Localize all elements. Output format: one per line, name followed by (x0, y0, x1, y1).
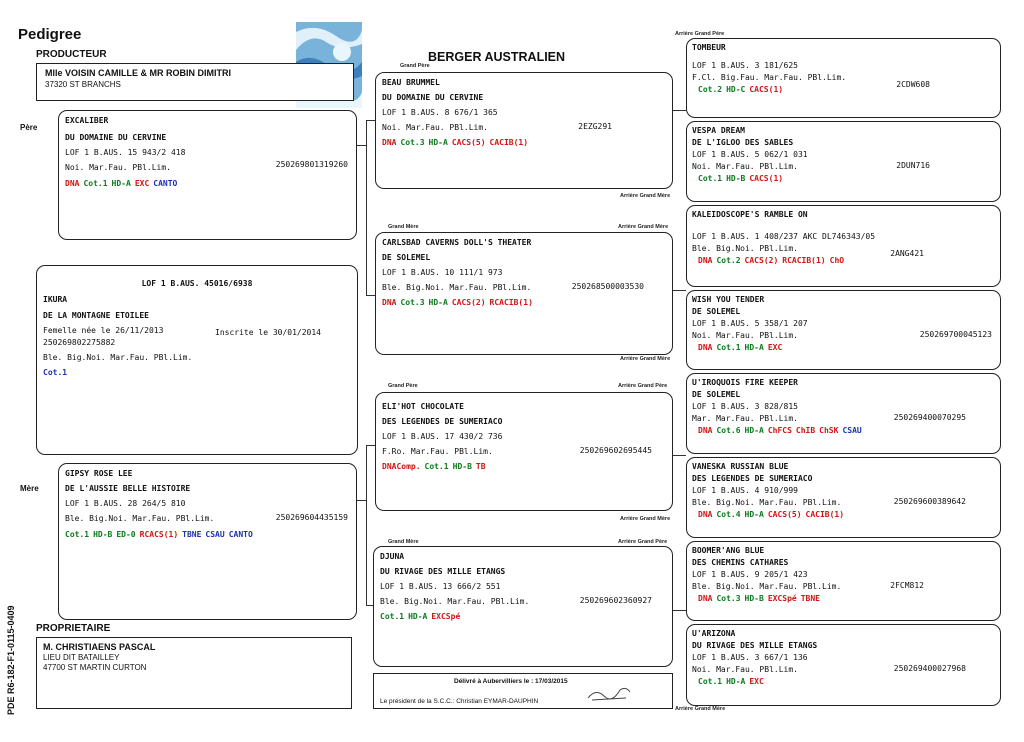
dog-kennel: DES LEGENDES DE SUMERIACO (692, 474, 813, 483)
title-tag: CACS(1) (749, 85, 784, 94)
great-grandparent-card-3 (686, 205, 1001, 287)
title-tag: HD-A (428, 298, 448, 307)
dog-kennel: DE LA MONTAGNE ETOILEE (43, 311, 149, 320)
title-tag: EXC (749, 677, 764, 686)
dog-titles (382, 297, 666, 309)
title-tag: Cot.1 (380, 612, 405, 621)
title-tag: Cot.3 (400, 138, 425, 147)
title-tag: HD-A (744, 426, 764, 435)
connector-line (672, 610, 686, 611)
title-tag: ChO (829, 256, 845, 265)
connector-line (366, 120, 367, 295)
dog-kennel: DU RIVAGE DES MILLE ETANGS (380, 567, 506, 576)
dog-lof: LOF 1 B.AUS. 13 666/2 551 (380, 582, 501, 591)
great-grandparent-card-2 (686, 121, 1001, 202)
grandparent-card-1 (375, 72, 673, 189)
title-tag: CACIB(1) (489, 138, 529, 147)
producer-label: PRODUCTEUR (36, 49, 107, 60)
dog-color: Ble. Big.Noi. Mar.Fau. PBl.Lim. (692, 498, 842, 507)
dog-id: 2CDW608 (896, 80, 930, 89)
dog-titles (382, 137, 666, 149)
grandparent-card-2 (375, 232, 673, 355)
dog-kennel: DES CHEMINS CATHARES (692, 558, 789, 567)
dog-name: WISH YOU TENDER (692, 295, 765, 304)
title-tag: CANTO (153, 179, 178, 188)
great-grand-father-caption: Arrière Grand Père (618, 539, 668, 545)
title-tag: Cot.1 (716, 343, 741, 352)
owner-name: M. CHRISTIAENS PASCAL (43, 642, 156, 652)
dog-id: 250269602695445 (579, 446, 652, 455)
title-tag: EXCSpé (431, 612, 461, 621)
dog-id: 250269600389642 (893, 497, 966, 506)
great-grand-father-caption: Arrière Grand Père (618, 383, 668, 389)
title-tag: CACIB(1) (805, 510, 845, 519)
owner-label: PROPRIETAIRE (36, 623, 111, 634)
title-tag: CACS(1) (749, 174, 784, 183)
title-tag: Cot.3 (716, 594, 741, 603)
title-tag: Cot.2 (698, 85, 723, 94)
dog-registration: Inscrite le 30/01/2014 (215, 328, 321, 337)
title-tag: EXC (134, 179, 150, 188)
dog-id: 250269400027968 (893, 664, 966, 673)
dog-name: CARLSBAD CAVERNS DOLL'S THEATER (382, 238, 532, 247)
dog-color: Noi. Mar.Fau. PBl.Lim. (692, 162, 798, 171)
dog-lof: LOF 1 B.AUS. 45016/6938 (141, 279, 253, 288)
dog-kennel: DE SOLEMEL (692, 307, 741, 316)
dog-name: BOOMER'ANG BLUE (692, 546, 765, 555)
title-tag: CACS(2) (744, 256, 779, 265)
owner-address-line1: LIEU DIT BATAILLEY (43, 653, 120, 662)
dog-name: ELI'HOT CHOCOLATE (382, 402, 464, 411)
title-tag: ED-0 (116, 530, 136, 539)
producer-name: Mlle VOISIN CAMILLE & MR ROBIN DIMITRI (45, 68, 231, 78)
title-tag: RCACIB(1) (489, 298, 533, 307)
dog-kennel: DE SOLEMEL (382, 253, 431, 262)
dog-id: 2DUN716 (896, 161, 930, 170)
dog-id: 250269802275882 (43, 338, 116, 347)
title-tag: CACS(5) (767, 510, 802, 519)
dog-color: Noi. Mar.Fau. PBl.Lim. (692, 331, 798, 340)
title-tag: DNA (382, 138, 397, 147)
page-title: Pedigree (18, 26, 82, 43)
great-grandparent-card-1 (686, 38, 1001, 118)
dog-color: Ble. Big.Noi. Mar.Fau. PBl.Lim. (65, 514, 215, 523)
title-tag: RCACIB(1) (782, 256, 826, 265)
dog-cot: Cot.1 (43, 368, 68, 377)
great-grandparent-card-5 (686, 373, 1001, 454)
title-tag: Cot.1 (698, 677, 723, 686)
president-signature-line: Le président de la S.C.C.: Christian EYMAR-DAUPHIN (380, 698, 539, 705)
producer-box (36, 63, 354, 101)
dog-titles (380, 611, 666, 623)
title-tag: CSAU (842, 426, 862, 435)
dog-lof: LOF 1 B.AUS. 5 062/1 031 (692, 150, 808, 159)
title-tag: HD-A (111, 179, 131, 188)
title-tag: TBNE (800, 594, 820, 603)
dog-kennel: DE L'AUSSIE BELLE HISTOIRE (65, 484, 191, 493)
dog-titles (65, 529, 350, 541)
great-grand-mother-caption: Arrière Grand Mère (675, 706, 726, 712)
dog-kennel: DES LEGENDES DE SUMERIACO (382, 417, 503, 426)
title-tag: Cot.1 (424, 462, 449, 471)
dog-lof: LOF 1 B.AUS. 17 430/2 736 (382, 432, 503, 441)
owner-box (36, 637, 352, 709)
dog-kennel: DE SOLEMEL (692, 390, 741, 399)
title-tag: DNA (382, 298, 397, 307)
dog-color: Noi. Mar.Fau. PBl.Lim. (692, 665, 798, 674)
title-tag: HD-C (726, 85, 746, 94)
dog-kennel: DU RIVAGE DES MILLE ETANGS (692, 641, 818, 650)
dog-id: 250269602360927 (579, 596, 652, 605)
dog-color: Ble. Big.Noi. Mar.Fau. PBl.Lim. (692, 582, 842, 591)
title-tag: Cot.1 (65, 530, 90, 539)
title-tag: CACS(2) (451, 298, 486, 307)
title-tag: TBNE (182, 530, 202, 539)
connector-line (366, 445, 367, 605)
great-grandparent-card-4 (686, 290, 1001, 370)
dog-name: KALEIDOSCOPE'S RAMBLE ON (692, 210, 808, 219)
dog-lof: LOF 1 B.AUS. 3 667/1 136 (692, 653, 808, 662)
dog-titles (692, 173, 995, 185)
delivery-date: Délivré à Aubervilliers le : 17/03/2015 (454, 678, 568, 685)
dog-titles (692, 342, 995, 354)
dog-color: Ble. Big.Noi. PBl.Lim. (692, 244, 798, 253)
dog-lof: LOF 1 B.AUS. 3 181/625 (692, 61, 798, 70)
grand-father-caption: Grand Père (400, 63, 430, 69)
dog-name: U'ARIZONA (692, 629, 736, 638)
dog-id: 250269700045123 (919, 330, 992, 339)
owner-address-line2: 47700 ST MARTIN CURTON (43, 663, 147, 672)
dog-color: F.Cl. Big.Fau. Mar.Fau. PBl.Lim. (692, 73, 847, 82)
dog-lof: LOF 1 B.AUS. 9 205/1 423 (692, 570, 808, 579)
dog-titles (692, 255, 995, 267)
dog-titles (382, 461, 666, 473)
dog-color: Mar. Mar.Fau. PBl.Lim. (692, 414, 798, 423)
dog-name: BEAU BRUMMEL (382, 78, 440, 87)
dog-lof: LOF 1 B.AUS. 10 111/1 973 (382, 268, 503, 277)
great-grand-mother-caption: Arrière Grand Mère (620, 193, 671, 199)
title-tag: DNA (65, 179, 80, 188)
dog-color: Ble. Big.Noi. Mar.Fau. PBl.Lim. (382, 283, 532, 292)
title-tag: HD-B (452, 462, 472, 471)
title-tag: RCACS(1) (139, 530, 179, 539)
dog-color: F.Ro. Mar.Fau. PBl.Lim. (382, 447, 493, 456)
title-tag: HD-A (744, 510, 764, 519)
dog-lof: LOF 1 B.AUS. 15 943/2 418 (65, 148, 186, 157)
dog-name: EXCALIBER (65, 116, 109, 125)
dog-card (36, 265, 358, 455)
dog-color: Ble. Big.Noi. Mar.Fau. PBl.Lim. (380, 597, 530, 606)
connector-line (672, 290, 686, 291)
title-tag: ChFCS (767, 426, 792, 435)
title-tag: HD-B (726, 174, 746, 183)
dog-titles (692, 593, 995, 605)
title-tag: DNA (698, 510, 713, 519)
title-tag: Cot.1 (698, 174, 723, 183)
title-tag: EXC (767, 343, 783, 352)
title-tag: CACS(5) (451, 138, 486, 147)
connector-line (672, 455, 686, 456)
dog-name: VANESKA RUSSIAN BLUE (692, 462, 789, 471)
dog-lof: LOF 1 B.AUS. 5 358/1 207 (692, 319, 808, 328)
dog-titles (692, 509, 995, 521)
great-grand-mother-caption: Arrière Grand Mère (620, 516, 671, 522)
title-tag: ChSK (819, 426, 839, 435)
grandparent-card-4 (373, 546, 673, 667)
signature-icon (586, 682, 632, 704)
dog-lof: LOF 1 B.AUS. 3 828/815 (692, 402, 798, 411)
title-tag: CANTO (228, 530, 253, 539)
title-tag: DNA (698, 256, 713, 265)
title-tag: Cot.2 (716, 256, 741, 265)
grand-father-caption: Grand Père (388, 383, 418, 389)
dog-titles (692, 676, 995, 688)
dog-titles (692, 425, 995, 437)
great-grandparent-card-8 (686, 624, 1001, 706)
dog-id: 2ANG421 (890, 249, 924, 258)
title-tag: TB (475, 462, 486, 471)
grandparent-card-3 (375, 392, 673, 511)
delivery-box (373, 673, 673, 709)
great-grandparent-card-7 (686, 541, 1001, 621)
title-tag: Cot.1 (83, 179, 108, 188)
breed-title: BERGER AUSTRALIEN (428, 50, 566, 64)
grand-mother-caption: Grand Mère (388, 224, 419, 230)
great-grandparent-card-6 (686, 457, 1001, 538)
great-grand-mother-caption: Arrière Grand Mère (618, 224, 669, 230)
title-tag: DNAComp. (382, 462, 421, 471)
father-label: Père (20, 123, 38, 132)
great-grand-father-caption: Arrière Grand Père (675, 31, 725, 37)
dog-id: 250269801319260 (275, 160, 348, 169)
dog-lof: LOF 1 B.AUS. 28 264/5 810 (65, 499, 186, 508)
grand-mother-caption: Grand Mère (388, 539, 419, 545)
connector-line (672, 110, 686, 111)
dog-color: Noi. Mar.Fau. PBl.Lim. (65, 163, 171, 172)
title-tag: HD-B (93, 530, 113, 539)
dog-titles (65, 178, 350, 190)
dog-titles (692, 84, 995, 96)
title-tag: Cot.3 (400, 298, 425, 307)
dog-name: U'IROQUOIS FIRE KEEPER (692, 378, 798, 387)
title-tag: Cot.6 (716, 426, 741, 435)
dog-name: VESPA DREAM (692, 126, 745, 135)
title-tag: Cot.4 (716, 510, 741, 519)
great-grand-mother-caption: Arrière Grand Mère (620, 356, 671, 362)
dog-id: 2FCM812 (890, 581, 924, 590)
producer-address: 37320 ST BRANCHS (45, 80, 121, 89)
dog-lof: LOF 1 B.AUS. 1 408/237 AKC DL746343/05 (692, 232, 876, 241)
dog-color: Noi. Mar.Fau. PBl.Lim. (382, 123, 488, 132)
title-tag: CSAU (205, 530, 225, 539)
dog-color: Ble. Big.Noi. Mar.Fau. PBl.Lim. (43, 353, 193, 362)
title-tag: DNA (698, 426, 713, 435)
dog-id: 2EZG291 (578, 122, 612, 131)
mother-label: Mère (20, 484, 39, 493)
title-tag: ChIB (795, 426, 816, 435)
dog-kennel: DE L'IGLOO DES SABLES (692, 138, 794, 147)
title-tag: DNA (698, 343, 713, 352)
dog-kennel: DU DOMAINE DU CERVINE (382, 93, 484, 102)
dog-kennel: DU DOMAINE DU CERVINE (65, 133, 167, 142)
title-tag: HD-A (744, 343, 764, 352)
dog-birth: Femelle née le 26/11/2013 (43, 326, 164, 335)
dog-id: 250269604435159 (275, 513, 348, 522)
dog-name: DJUNA (380, 552, 405, 561)
title-tag: HD-A (428, 138, 448, 147)
title-tag: EXCSpé (767, 594, 797, 603)
dog-id: 250268500003530 (571, 282, 644, 291)
dog-lof: LOF 1 B.AUS. 8 676/1 365 (382, 108, 498, 117)
document-code: PDE R6-182-F1-0115-0409 (6, 605, 16, 715)
title-tag: HD-B (744, 594, 764, 603)
dog-name: TOMBEUR (692, 43, 726, 52)
title-tag: DNA (698, 594, 713, 603)
dog-lof: LOF 1 B.AUS. 4 910/999 (692, 486, 798, 495)
dog-name: IKURA (43, 295, 68, 304)
title-tag: HD-A (726, 677, 746, 686)
mother-card (58, 463, 357, 620)
dog-name: GIPSY ROSE LEE (65, 469, 133, 478)
dog-id: 250269400070295 (893, 413, 966, 422)
title-tag: HD-A (408, 612, 428, 621)
father-card (58, 110, 357, 240)
